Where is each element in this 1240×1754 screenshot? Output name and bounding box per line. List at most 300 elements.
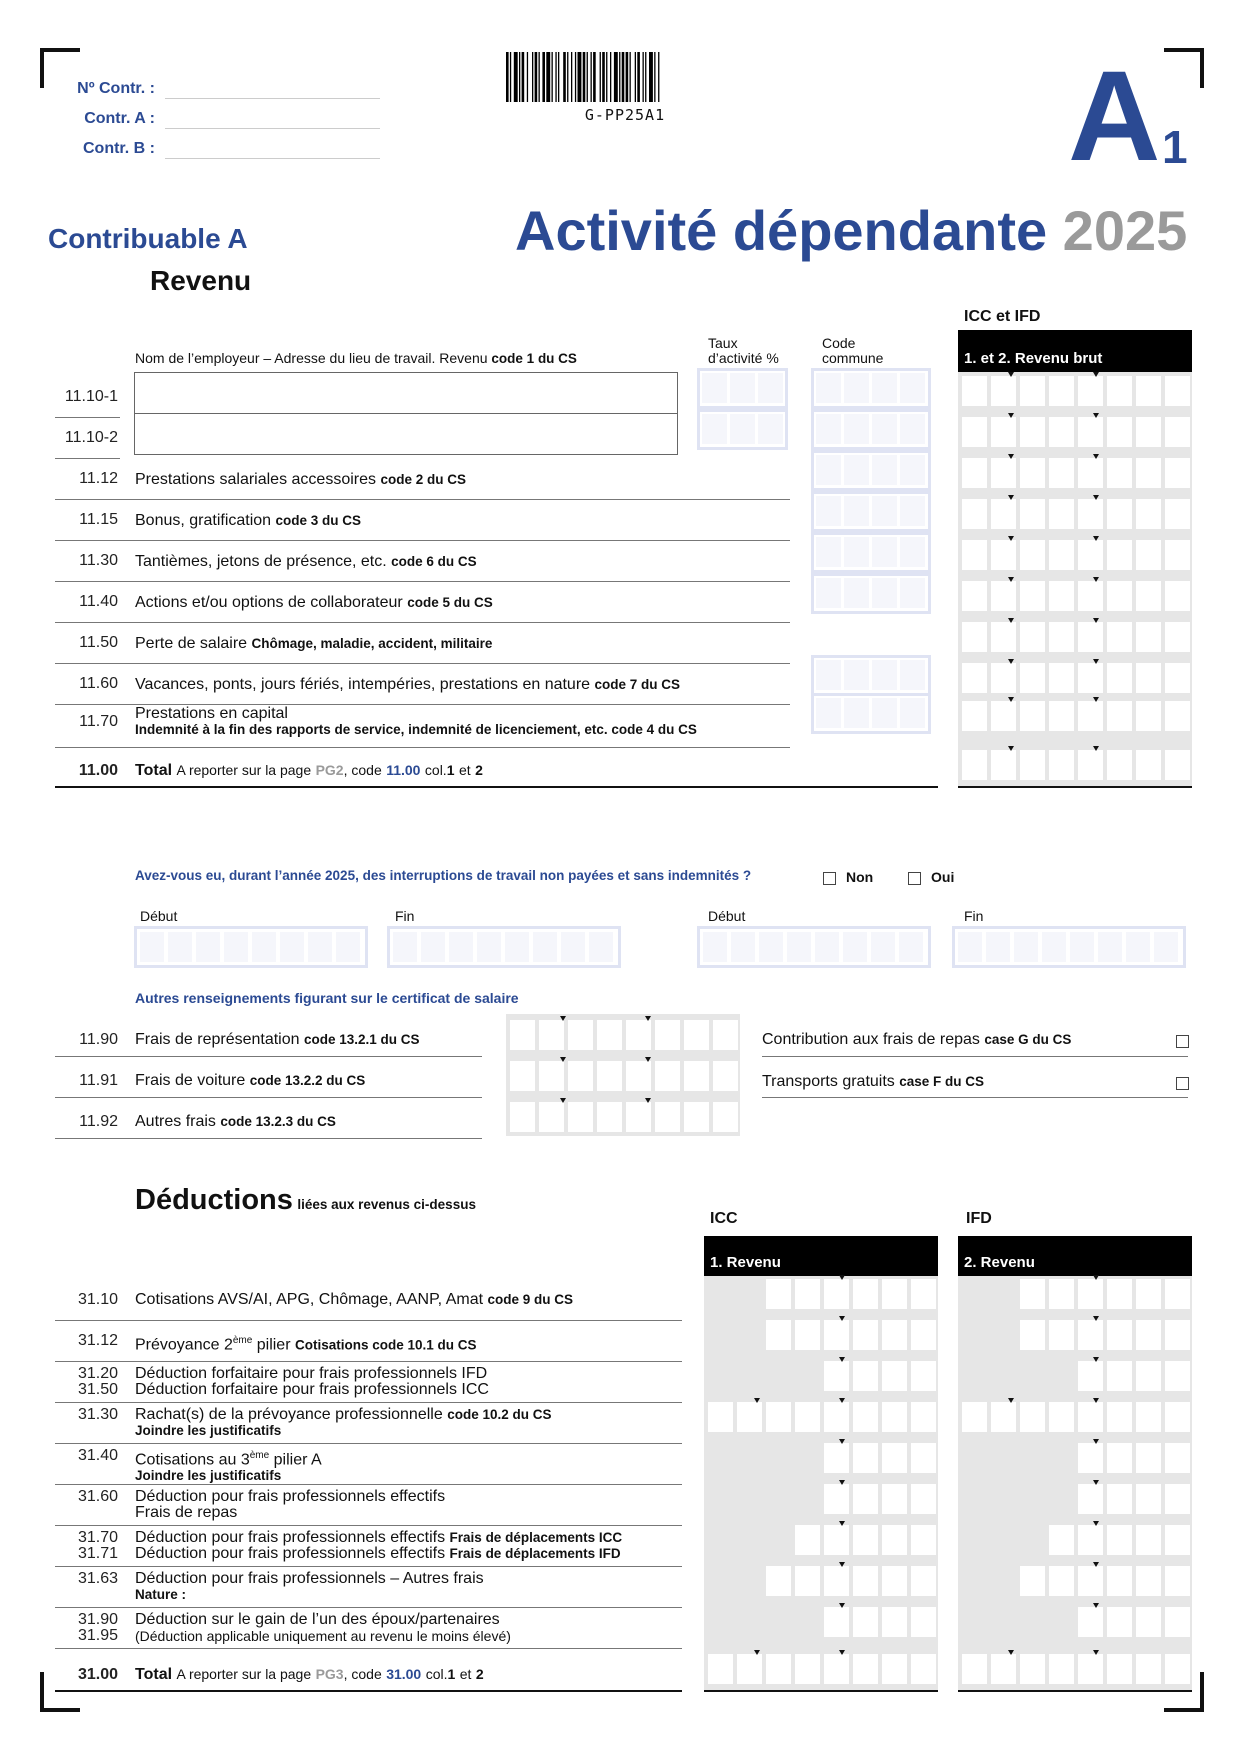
revenue-total-brut-cell[interactable]	[1107, 750, 1132, 780]
interruption-2-end-digit[interactable]	[958, 932, 982, 962]
activity-rate-digit[interactable]	[730, 373, 755, 403]
deduction-icc-cell[interactable]	[737, 1402, 762, 1432]
deduction-ifd-cell[interactable]	[1078, 1607, 1103, 1637]
revenue-brut-cell[interactable]	[1020, 499, 1045, 529]
deduction-ifd-cell[interactable]	[1136, 1525, 1161, 1555]
revenue-brut-cell[interactable]	[1136, 701, 1161, 731]
interruption-1-start-digit[interactable]	[140, 932, 164, 962]
other-info-amount-cell[interactable]	[626, 1102, 651, 1132]
deduction-row-line	[55, 1402, 682, 1403]
commune-code-digit[interactable]	[816, 578, 841, 608]
deduction-icc-cell[interactable]	[766, 1566, 791, 1596]
revenue-total-brut-cell[interactable]	[1049, 750, 1074, 780]
deduction-ifd-cell[interactable]	[1136, 1320, 1161, 1350]
deduction-total-icc-cell[interactable]	[737, 1654, 762, 1684]
interruption-2-end-digit[interactable]	[1154, 932, 1178, 962]
other-info-amount-cell[interactable]	[597, 1061, 622, 1091]
other-info-amount-cell[interactable]	[539, 1061, 564, 1091]
deduction-ifd-cell[interactable]	[962, 1402, 987, 1432]
revenue-brut-cell[interactable]	[1136, 376, 1161, 406]
deduction-ifd-cell[interactable]	[1165, 1443, 1190, 1473]
deduction-icc-cell[interactable]	[882, 1402, 907, 1432]
revenue-brut-cell[interactable]	[1136, 458, 1161, 488]
interruption-2-start-digit[interactable]	[871, 932, 895, 962]
revenue-brut-cell[interactable]	[991, 376, 1016, 406]
employer-box-1[interactable]	[134, 372, 678, 414]
deduction-icc-cell[interactable]	[824, 1402, 849, 1432]
commune-code-digit[interactable]	[844, 578, 869, 608]
interruptions-no-checkbox[interactable]	[823, 872, 836, 885]
revenue-brut-cell[interactable]	[962, 499, 987, 529]
revenue-brut-cell[interactable]	[1020, 701, 1045, 731]
deduction-ifd-cell[interactable]	[1020, 1320, 1045, 1350]
other-info-amount-cell[interactable]	[510, 1102, 535, 1132]
interruption-1-start-digit[interactable]	[224, 932, 248, 962]
commune-code-digit[interactable]	[900, 496, 925, 526]
revenue-brut-cell[interactable]	[1165, 622, 1190, 652]
activity-rate-digit[interactable]	[758, 414, 783, 444]
deduction-icc-cell[interactable]	[911, 1443, 936, 1473]
interruption-2-end-digit[interactable]	[1014, 932, 1038, 962]
other-info-amount-cell[interactable]	[626, 1061, 651, 1091]
deduction-ifd-cell[interactable]	[1049, 1566, 1074, 1596]
other-info-amount-cell[interactable]	[597, 1020, 622, 1050]
deduction-ifd-cell[interactable]	[1049, 1402, 1074, 1432]
deduction-icc-cell[interactable]	[824, 1443, 849, 1473]
deduction-icc-cell[interactable]	[882, 1443, 907, 1473]
interruption-2-end-digit[interactable]	[986, 932, 1010, 962]
other-info-amount-cell[interactable]	[539, 1020, 564, 1050]
other-info-amount-cell[interactable]	[684, 1102, 709, 1132]
revenue-brut-cell[interactable]	[991, 417, 1016, 447]
interruption-1-end-digit[interactable]	[477, 932, 501, 962]
deduction-icc-cell[interactable]	[882, 1361, 907, 1391]
deduction-ifd-cell[interactable]	[1136, 1361, 1161, 1391]
deduction-ifd-cell[interactable]	[1136, 1607, 1161, 1637]
revenue-brut-cell[interactable]	[962, 622, 987, 652]
other-info-amount-cell[interactable]	[510, 1020, 535, 1050]
revenue-brut-cell[interactable]	[962, 458, 987, 488]
interruption-1-end-digit[interactable]	[561, 932, 585, 962]
commune-code-digit[interactable]	[872, 373, 897, 403]
deduction-icc-cell[interactable]	[911, 1320, 936, 1350]
commune-code-digit[interactable]	[900, 578, 925, 608]
interruption-2-start-digit[interactable]	[899, 932, 923, 962]
deduction-ifd-cell[interactable]	[1165, 1566, 1190, 1596]
revenue-brut-cell[interactable]	[1136, 581, 1161, 611]
deduction-icc-cell[interactable]	[795, 1566, 820, 1596]
other-info-amount-cell[interactable]	[539, 1102, 564, 1132]
deduction-icc-cell[interactable]	[911, 1402, 936, 1432]
deduction-icc-cell[interactable]	[911, 1566, 936, 1596]
revenue-brut-cell[interactable]	[1049, 540, 1074, 570]
commune-code-digit[interactable]	[900, 660, 925, 690]
deduction-icc-cell[interactable]	[911, 1484, 936, 1514]
deduction-ifd-cell[interactable]	[991, 1402, 1016, 1432]
revenue-brut-cell[interactable]	[962, 417, 987, 447]
deduction-icc-cell[interactable]	[824, 1566, 849, 1596]
deduction-ifd-cell[interactable]	[1078, 1443, 1103, 1473]
revenue-brut-cell[interactable]	[1078, 417, 1103, 447]
deduction-total-ifd-cell[interactable]	[962, 1654, 987, 1684]
deduction-icc-cell[interactable]	[911, 1279, 936, 1309]
deduction-ifd-cell[interactable]	[1020, 1279, 1045, 1309]
other-info-amount-cell[interactable]	[713, 1020, 738, 1050]
interruption-1-end-digit[interactable]	[589, 932, 613, 962]
revenue-brut-cell[interactable]	[1078, 458, 1103, 488]
commune-code-digit[interactable]	[816, 496, 841, 526]
revenue-brut-cell[interactable]	[1165, 581, 1190, 611]
interruption-2-start-digit[interactable]	[787, 932, 811, 962]
other-info-row-code: 11.92	[79, 1113, 118, 1130]
revenue-brut-cell[interactable]	[962, 581, 987, 611]
interruption-2-start-digit[interactable]	[731, 932, 755, 962]
deduction-icc-cell[interactable]	[853, 1484, 878, 1514]
deduction-icc-cell[interactable]	[824, 1607, 849, 1637]
free-transport-checkbox[interactable]	[1176, 1077, 1189, 1090]
revenue-brut-cell[interactable]	[1049, 663, 1074, 693]
commune-code-digit[interactable]	[900, 414, 925, 444]
deduction-icc-cell[interactable]	[911, 1361, 936, 1391]
commune-code-digit[interactable]	[844, 373, 869, 403]
deduction-icc-cell[interactable]	[766, 1402, 791, 1432]
deduction-icc-cell[interactable]	[824, 1361, 849, 1391]
revenue-brut-cell[interactable]	[1078, 540, 1103, 570]
deduction-icc-cell[interactable]	[853, 1607, 878, 1637]
deduction-ifd-cell[interactable]	[1136, 1484, 1161, 1514]
other-info-amount-cell[interactable]	[568, 1020, 593, 1050]
activity-rate-digit[interactable]	[730, 414, 755, 444]
deduction-ifd-cell[interactable]	[1078, 1361, 1103, 1391]
interruption-2-end-digit[interactable]	[1070, 932, 1094, 962]
deduction-icc-cell[interactable]	[882, 1320, 907, 1350]
revenue-brut-cell[interactable]	[1165, 499, 1190, 529]
revenue-row-code: 11.10-1	[64, 388, 118, 405]
interruption-1-start-digit[interactable]	[252, 932, 276, 962]
deduction-ifd-cell[interactable]	[1078, 1279, 1103, 1309]
commune-code-digit[interactable]	[872, 414, 897, 444]
commune-code-digit[interactable]	[844, 660, 869, 690]
revenue-total-brut-cell[interactable]	[1078, 750, 1103, 780]
revenue-brut-cell[interactable]	[991, 581, 1016, 611]
deduction-icc-cell[interactable]	[708, 1402, 733, 1432]
revenue-brut-cell[interactable]	[1107, 663, 1132, 693]
deduction-ifd-cell[interactable]	[1107, 1361, 1132, 1391]
deduction-icc-cell[interactable]	[824, 1484, 849, 1514]
deduction-ifd-cell[interactable]	[1078, 1320, 1103, 1350]
other-info-amount-cell[interactable]	[568, 1061, 593, 1091]
interruption-2-end-digit[interactable]	[1126, 932, 1150, 962]
deduction-icc-cell[interactable]	[911, 1525, 936, 1555]
activity-rate-digit[interactable]	[702, 373, 727, 403]
other-info-amount-cell[interactable]	[568, 1102, 593, 1132]
deduction-icc-cell[interactable]	[853, 1566, 878, 1596]
revenue-brut-cell[interactable]	[1165, 701, 1190, 731]
revenue-brut-cell[interactable]	[1020, 663, 1045, 693]
deduction-total-icc-cell[interactable]	[882, 1654, 907, 1684]
deduction-ifd-cell[interactable]	[1049, 1320, 1074, 1350]
revenue-brut-cell[interactable]	[1078, 499, 1103, 529]
deduction-ifd-cell[interactable]	[1107, 1484, 1132, 1514]
revenue-brut-cell[interactable]	[1107, 540, 1132, 570]
deduction-ifd-cell[interactable]	[1078, 1484, 1103, 1514]
interruption-1-end-digit[interactable]	[449, 932, 473, 962]
activity-rate-digit[interactable]	[702, 414, 727, 444]
interruption-2-start-digit[interactable]	[843, 932, 867, 962]
revenue-brut-cell[interactable]	[1078, 663, 1103, 693]
contr-b-field[interactable]	[165, 140, 380, 159]
deduction-ifd-cell[interactable]	[1107, 1443, 1132, 1473]
revenue-brut-cell[interactable]	[1020, 540, 1045, 570]
deduction-ifd-cell[interactable]	[1049, 1525, 1074, 1555]
contr-a-field[interactable]	[165, 110, 380, 129]
revenue-brut-cell[interactable]	[1107, 701, 1132, 731]
revenue-brut-cell[interactable]	[1049, 701, 1074, 731]
commune-code-digit[interactable]	[900, 373, 925, 403]
deduction-ifd-cell[interactable]	[1078, 1566, 1103, 1596]
interruption-1-end-digit[interactable]	[421, 932, 445, 962]
commune-code-digit[interactable]	[872, 578, 897, 608]
revenue-brut-cell[interactable]	[1049, 458, 1074, 488]
other-info-amount-cell[interactable]	[655, 1061, 680, 1091]
revenue-brut-cell[interactable]	[1020, 622, 1045, 652]
revenue-brut-cell[interactable]	[1049, 581, 1074, 611]
interruption-2-start-digit[interactable]	[815, 932, 839, 962]
commune-code-digit[interactable]	[844, 537, 869, 567]
revenue-brut-cell[interactable]	[962, 701, 987, 731]
revenue-brut-cell[interactable]	[991, 701, 1016, 731]
deduction-icc-cell[interactable]	[824, 1279, 849, 1309]
interruption-1-start-digit[interactable]	[336, 932, 360, 962]
commune-code-digit[interactable]	[900, 537, 925, 567]
deduction-total-icc-cell[interactable]	[795, 1654, 820, 1684]
revenue-brut-cell[interactable]	[1078, 701, 1103, 731]
other-info-amount-cell[interactable]	[684, 1020, 709, 1050]
deduction-icc-cell[interactable]	[882, 1279, 907, 1309]
commune-code-digit[interactable]	[844, 698, 869, 728]
other-info-amount-cell[interactable]	[684, 1061, 709, 1091]
revenue-brut-cell[interactable]	[1020, 581, 1045, 611]
deduction-icc-cell[interactable]	[882, 1525, 907, 1555]
other-info-amount-cell[interactable]	[713, 1061, 738, 1091]
deduction-icc-cell[interactable]	[911, 1607, 936, 1637]
other-info-amount-cell[interactable]	[626, 1020, 651, 1050]
revenue-brut-cell[interactable]	[1136, 663, 1161, 693]
revenue-brut-cell[interactable]	[991, 663, 1016, 693]
interruption-2-start-digit[interactable]	[703, 932, 727, 962]
revenue-brut-cell[interactable]	[962, 376, 987, 406]
revenue-brut-cell[interactable]	[1107, 581, 1132, 611]
commune-code-digit[interactable]	[816, 414, 841, 444]
interruption-1-start-digit[interactable]	[168, 932, 192, 962]
revenue-total-brut-cell[interactable]	[1165, 750, 1190, 780]
deduction-total-icc-cell[interactable]	[853, 1654, 878, 1684]
deduction-icc-cell[interactable]	[795, 1320, 820, 1350]
contr-no-field[interactable]	[165, 80, 380, 99]
commune-code-digit[interactable]	[844, 455, 869, 485]
deduction-ifd-cell[interactable]	[1136, 1566, 1161, 1596]
commune-code-digit[interactable]	[872, 698, 897, 728]
commune-code-digit[interactable]	[872, 537, 897, 567]
commune-code-digit[interactable]	[844, 496, 869, 526]
deduction-ifd-cell[interactable]	[1020, 1402, 1045, 1432]
interruption-2-end-digit[interactable]	[1042, 932, 1066, 962]
deduction-ifd-cell[interactable]	[1165, 1402, 1190, 1432]
revenue-total-brut-cell[interactable]	[1136, 750, 1161, 780]
deduction-ifd-cell[interactable]	[1136, 1402, 1161, 1432]
deduction-ifd-cell[interactable]	[1107, 1525, 1132, 1555]
decimal-separator-tick	[1008, 372, 1014, 377]
deduction-ifd-cell[interactable]	[1049, 1279, 1074, 1309]
revenue-brut-cell[interactable]	[991, 458, 1016, 488]
other-info-amount-cell[interactable]	[597, 1102, 622, 1132]
revenue-brut-cell[interactable]	[962, 663, 987, 693]
revenue-total-brut-cell[interactable]	[962, 750, 987, 780]
deduction-icc-cell[interactable]	[882, 1566, 907, 1596]
deduction-ifd-cell[interactable]	[1165, 1525, 1190, 1555]
deduction-ifd-cell[interactable]	[1107, 1320, 1132, 1350]
interruption-1-end-digit[interactable]	[533, 932, 557, 962]
deduction-ifd-cell[interactable]	[1078, 1525, 1103, 1555]
revenue-brut-cell[interactable]	[1107, 417, 1132, 447]
employer-box-2[interactable]	[134, 413, 678, 455]
meal-contribution-checkbox[interactable]	[1176, 1035, 1189, 1048]
revenue-brut-cell[interactable]	[1020, 458, 1045, 488]
revenue-brut-cell[interactable]	[1136, 417, 1161, 447]
interruption-1-end-digit[interactable]	[393, 932, 417, 962]
deduction-ifd-cell[interactable]	[1165, 1320, 1190, 1350]
decimal-separator-tick	[1093, 618, 1099, 623]
deduction-ifd-cell[interactable]	[1136, 1443, 1161, 1473]
commune-code-digit[interactable]	[844, 414, 869, 444]
other-info-amount-cell[interactable]	[713, 1102, 738, 1132]
deduction-total-ifd-cell[interactable]	[1078, 1654, 1103, 1684]
deduction-total-ifd-cell[interactable]	[1049, 1654, 1074, 1684]
deduction-icc-cell[interactable]	[824, 1525, 849, 1555]
deduction-icc-cell[interactable]	[853, 1279, 878, 1309]
revenue-brut-cell[interactable]	[1165, 540, 1190, 570]
deduction-total-icc-cell[interactable]	[824, 1654, 849, 1684]
revenue-brut-cell[interactable]	[962, 540, 987, 570]
commune-code-digit[interactable]	[900, 455, 925, 485]
revenue-brut-cell[interactable]	[1020, 376, 1045, 406]
deduction-ifd-cell[interactable]	[1165, 1607, 1190, 1637]
deduction-ifd-cell[interactable]	[1165, 1279, 1190, 1309]
deduction-icc-cell[interactable]	[824, 1320, 849, 1350]
revenue-brut-cell[interactable]	[1165, 663, 1190, 693]
revenue-brut-cell[interactable]	[1049, 499, 1074, 529]
revenue-brut-cell[interactable]	[1165, 458, 1190, 488]
revenue-brut-cell[interactable]	[1165, 376, 1190, 406]
deduction-icc-cell[interactable]	[853, 1443, 878, 1473]
commune-code-digit[interactable]	[872, 496, 897, 526]
deduction-ifd-cell[interactable]	[1165, 1361, 1190, 1391]
deduction-icc-cell[interactable]	[795, 1525, 820, 1555]
deduction-total-icc-cell[interactable]	[766, 1654, 791, 1684]
other-info-amount-cell[interactable]	[655, 1102, 680, 1132]
decimal-separator-tick	[839, 1650, 845, 1655]
deduction-ifd-cell[interactable]	[1136, 1279, 1161, 1309]
revenue-brut-cell[interactable]	[1136, 499, 1161, 529]
revenue-total-brut-cell[interactable]	[991, 750, 1016, 780]
deduction-ifd-cell[interactable]	[1107, 1566, 1132, 1596]
activity-rate-digit[interactable]	[758, 373, 783, 403]
revenue-brut-cell[interactable]	[1107, 458, 1132, 488]
revenue-brut-cell[interactable]	[1049, 622, 1074, 652]
revenue-brut-cell[interactable]	[1049, 376, 1074, 406]
revenue-brut-cell[interactable]	[991, 540, 1016, 570]
deduction-icc-cell[interactable]	[795, 1279, 820, 1309]
revenue-brut-cell[interactable]	[1136, 540, 1161, 570]
interruption-1-start-digit[interactable]	[280, 932, 304, 962]
revenue-brut-cell[interactable]	[1107, 499, 1132, 529]
deduction-total-ifd-cell[interactable]	[1107, 1654, 1132, 1684]
deduction-total-ifd-cell[interactable]	[1165, 1654, 1190, 1684]
interruption-1-start-digit[interactable]	[196, 932, 220, 962]
deduction-ifd-cell[interactable]	[1107, 1607, 1132, 1637]
revenue-brut-cell[interactable]	[1049, 417, 1074, 447]
revenue-brut-cell[interactable]	[1165, 417, 1190, 447]
commune-code-digit[interactable]	[816, 698, 841, 728]
deduction-ifd-cell[interactable]	[1078, 1402, 1103, 1432]
interruption-1-start-digit[interactable]	[308, 932, 332, 962]
deduction-ifd-cell[interactable]	[1020, 1566, 1045, 1596]
deduction-icc-cell[interactable]	[853, 1361, 878, 1391]
deduction-icc-cell[interactable]	[882, 1607, 907, 1637]
deduction-icc-cell[interactable]	[882, 1484, 907, 1514]
deduction-icc-cell[interactable]	[853, 1320, 878, 1350]
revenue-brut-cell[interactable]	[1107, 376, 1132, 406]
deduction-icc-cell[interactable]	[853, 1525, 878, 1555]
deduction-total-icc-cell[interactable]	[708, 1654, 733, 1684]
deduction-icc-cell[interactable]	[766, 1320, 791, 1350]
commune-code-digit[interactable]	[816, 373, 841, 403]
deduction-ifd-cell[interactable]	[1107, 1279, 1132, 1309]
revenue-brut-cell[interactable]	[1107, 622, 1132, 652]
deduction-total-ifd-cell[interactable]	[1136, 1654, 1161, 1684]
commune-code-digit[interactable]	[872, 660, 897, 690]
revenue-brut-cell[interactable]	[1136, 622, 1161, 652]
revenue-brut-cell[interactable]	[1078, 622, 1103, 652]
deduction-total-ifd-cell[interactable]	[1020, 1654, 1045, 1684]
interruption-1-end-digit[interactable]	[505, 932, 529, 962]
revenue-brut-cell[interactable]	[1020, 417, 1045, 447]
commune-code-digit[interactable]	[816, 660, 841, 690]
deduction-ifd-cell[interactable]	[1165, 1484, 1190, 1514]
commune-code-digit[interactable]	[872, 455, 897, 485]
deduction-icc-cell[interactable]	[853, 1402, 878, 1432]
revenue-total-brut-cell[interactable]	[1020, 750, 1045, 780]
commune-code-digit[interactable]	[816, 537, 841, 567]
deduction-total-ifd-cell[interactable]	[991, 1654, 1016, 1684]
interruptions-yes-checkbox[interactable]	[908, 872, 921, 885]
revenue-brut-cell[interactable]	[991, 499, 1016, 529]
revenue-brut-cell[interactable]	[1078, 581, 1103, 611]
commune-code-digit[interactable]	[900, 698, 925, 728]
deduction-total-icc-cell[interactable]	[911, 1654, 936, 1684]
revenue-brut-cell[interactable]	[1078, 376, 1103, 406]
other-info-amount-cell[interactable]	[510, 1061, 535, 1091]
deduction-ifd-cell[interactable]	[1107, 1402, 1132, 1432]
deduction-icc-cell[interactable]	[795, 1402, 820, 1432]
other-info-amount-cell[interactable]	[655, 1020, 680, 1050]
interruption-2-start-digit[interactable]	[759, 932, 783, 962]
deduction-icc-cell[interactable]	[766, 1279, 791, 1309]
commune-code-digit[interactable]	[816, 455, 841, 485]
revenue-brut-cell[interactable]	[991, 622, 1016, 652]
deduction-row-code-2: 31.50	[77, 1381, 118, 1398]
interruption-2-end-digit[interactable]	[1098, 932, 1122, 962]
